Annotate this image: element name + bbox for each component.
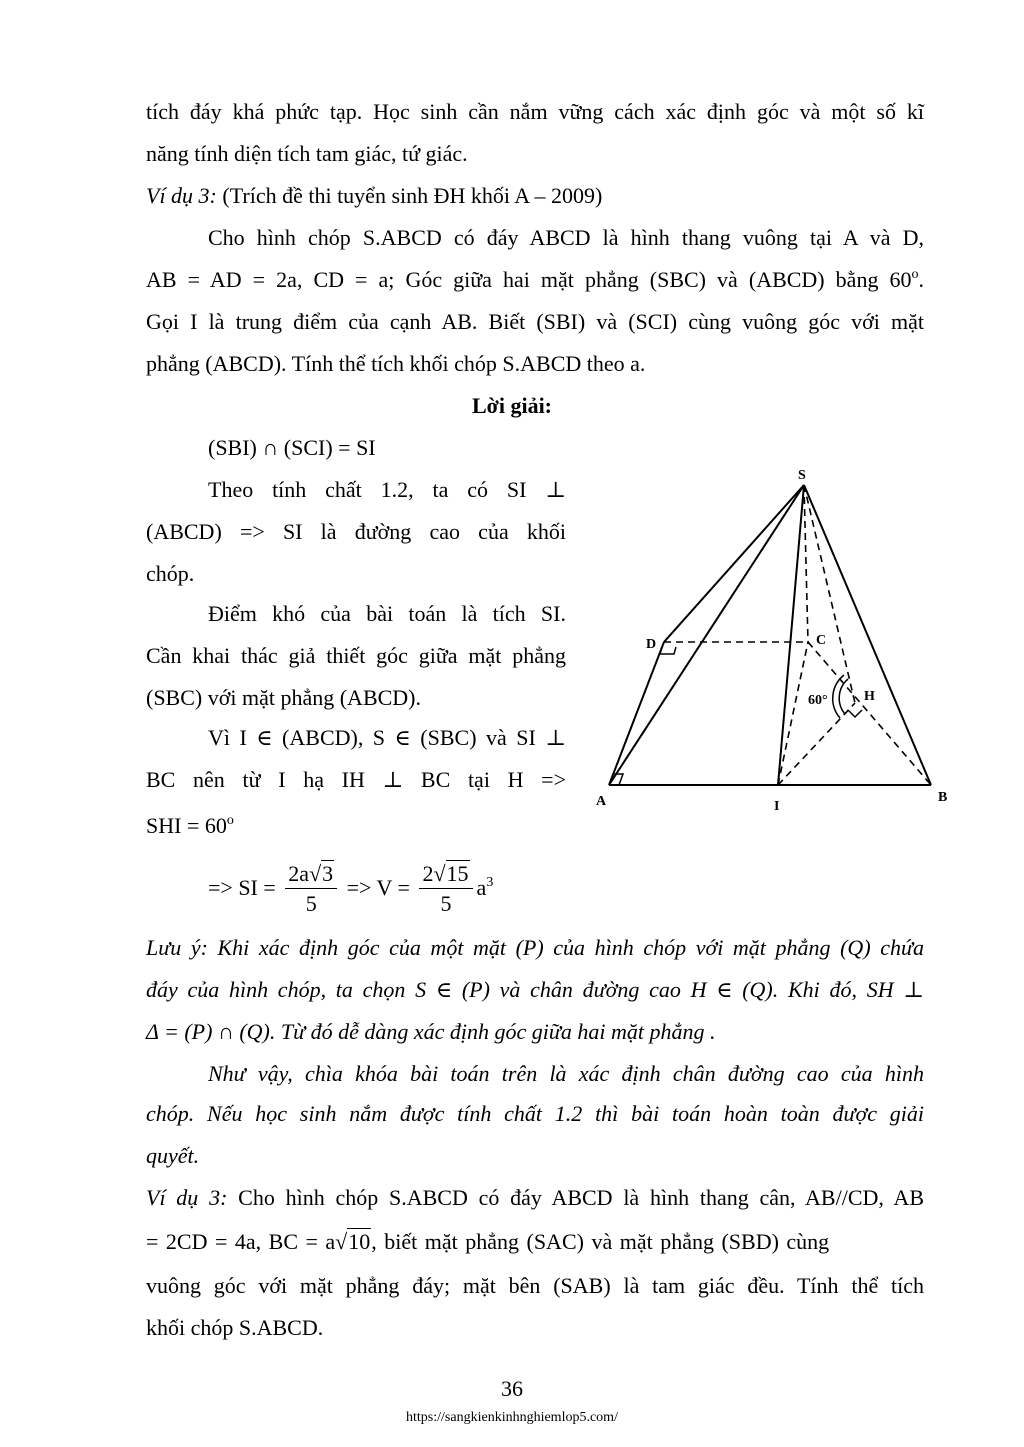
example-2-line-3: vuông góc với mặt phẳng đáy; mặt bên (SAB) là tam giác đều. Tính thể tích [146,1273,924,1298]
label-angle: 60° [808,693,828,708]
fraction-v-coef: 2 [422,861,434,887]
right-angle-h [848,710,862,717]
pyramid-figure [590,460,962,822]
solution-title: Lời giải: [471,393,553,418]
formula-lead: => SI = [208,875,276,900]
label-b: B [938,790,948,805]
cube-sup: 3 [486,875,494,890]
solution-line-2: Theo tính chất 1.2, ta có SI ⊥ [208,477,566,502]
angle-shi: SHI = 60 [146,813,227,838]
fraction-si-coef: 2a [288,861,310,887]
note-line-1: Lưu ý: Khi xác định góc của một mặt (P) của hình chóp với mặt phẳng (Q) chứa [146,935,924,960]
intro-line-2: năng tính diện tích tam giác, tứ giác. [146,141,468,166]
degree-sup: o [911,267,919,282]
edge-ih [778,703,855,785]
example-1-label: Ví dụ 3: [146,183,217,208]
note-line-4: Như vậy, chìa khóa bài toán trên là xác định chân đường cao của hình [208,1061,924,1086]
example-1-line-2-text: AB = AD = 2a, CD = a; Góc giữa hai mặt phẳng (SBC) và (ABCD) bằng 60 [146,267,912,292]
edge-ic [778,642,808,785]
fraction-v-root: 15 [446,861,469,887]
note-line-2: đáy của hình chóp, ta chọn S ∈ (P) và chân đường cao H ∈ (Q). Khi đó, SH ⊥ [146,977,924,1002]
label-h: H [864,689,875,704]
label-i: I [774,799,780,814]
example-1-line-2-end: . [918,267,924,292]
example-2-line-2-start: = 2CD = 4a, [146,1229,262,1254]
footer-url: https://sangkienkinhnghiemlop5.com/ [406,1410,618,1425]
label-d: D [646,637,657,652]
edge-si [778,485,804,785]
solution-line-9: BC nên từ I hạ IH ⊥ BC tại H => [146,767,566,792]
example-2-label: Ví dụ 3: [146,1185,228,1210]
angle-arc-h-2 [839,679,848,714]
example-2-line-4: khối chóp S.ABCD. [146,1315,324,1340]
edge-sa [609,485,804,785]
bc-root: 10 [348,1229,371,1254]
note-line-6: quyết. [146,1143,200,1168]
edge-sd [664,485,804,642]
solution-line-4: chóp. [146,561,195,586]
fraction-v: $\frac{2√15}{5}$ [419,860,472,919]
example-2-line-2: = 2CD = 4a, BC = a√10, biết mặt phẳng (SAC) và mặt phẳng (SBD) cùng [146,1229,830,1254]
solution-line-5: Điểm khó của bài toán là tích SI. [208,601,566,626]
example-1-source: (Trích đề thi tuyển sinh ĐH khối A – 2009) [216,183,603,208]
example-1-line-4: phẳng (ABCD). Tính thể tích khối chóp S.ABCD theo a. [146,351,646,376]
note-line-5: chóp. Nếu học sinh nắm được tính chất 1.2 thì bài toán hoàn toàn được giải [146,1101,924,1126]
edge-cb [808,642,931,785]
label-a: A [596,794,607,809]
page-number: 36 [501,1376,523,1401]
solution-line-3: (ABCD) => SI là đường cao của khối [146,519,566,544]
volume-formula [208,858,924,920]
solution-line-6: Cần khai thác giả thiết góc giữa mặt phẳng [146,643,566,668]
note-line-3: Δ = (P) ∩ (Q). Từ đó dễ dàng xác định góc giữa hai mặt phẳng . [146,1019,716,1044]
example-2-line-1-text: Cho hình chóp S.ABCD có đáy ABCD là hình thang cân, AB//CD, AB [227,1185,924,1210]
fraction-si: $\frac{2a√3}{5}$ [285,860,337,919]
label-s: S [798,468,806,483]
right-angle-d [660,647,676,654]
label-c: C [816,633,827,648]
example-1-line-3: Gọi I là trung điểm của cạnh AB. Biết (SBI) và (SCI) cùng vuông góc với mặt [146,309,924,334]
formula-tail: a [476,875,487,900]
intro-line-1: tích đáy khá phức tạp. Học sinh cần nắm vững cách xác định góc và một số kĩ [146,99,924,124]
solution-line-1: (SBI) ∩ (SCI) = SI [208,435,376,460]
fraction-si-den: 5 [305,891,317,917]
edge-sh [804,485,855,703]
solution-line-7: (SBC) với mặt phẳng (ABCD). [146,685,422,710]
example-1-line-2 [146,266,924,294]
example-2-line-1 [146,1184,924,1212]
fraction-v-den: 5 [440,891,452,917]
fraction-si-root: 3 [322,861,334,887]
solution-line-8: Vì I ∈ (ABCD), S ∈ (SBC) và SI ⊥ [208,725,566,750]
bc-expression: BC = a [268,1229,336,1254]
example-2-line-2-end: , biết mặt phẳng (SAC) và mặt phẳng (SBD) cùng [371,1229,830,1254]
example-1-heading [146,182,924,210]
formula-mid: => V = [346,875,410,900]
edge-sc [804,485,808,642]
example-1-line-1: Cho hình chóp S.ABCD có đáy ABCD là hình thang vuông tại A và D, [208,225,924,250]
degree-sup-2: o [226,813,234,828]
